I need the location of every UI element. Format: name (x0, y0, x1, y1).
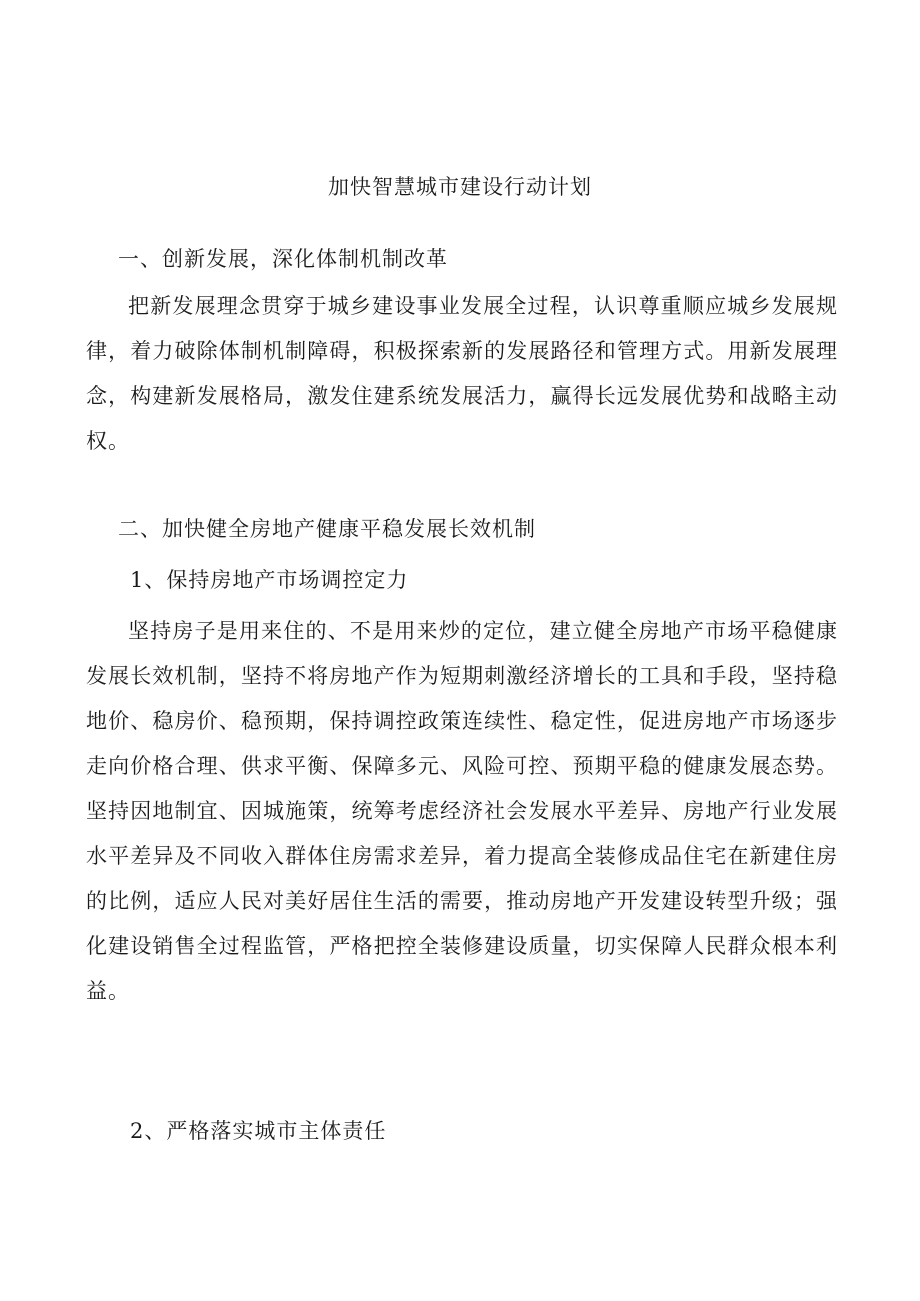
section-1-paragraph: 把新发展理念贯穿于城乡建设事业发展全过程，认识尊重顺应城乡发展规律，着力破除体制机制障碍，积极探索新的发展路径和管理方式。用新发展理念，构建新发展格局，激发住建系统发展活力，赢得长远发展优势和战略主动权。 (86, 294, 838, 453)
subsection-2-heading: 2、严格落实城市主体责任 (130, 1119, 387, 1143)
subsection-1-heading: 1、保持房地产市场调控定力 (130, 568, 409, 592)
subsection-1-paragraph: 坚持房子是用来住的、不是用来炒的定位，建立健全房地产市场平稳健康发展长效机制，坚持不将房地产作为短期刺激经济增长的工具和手段，坚持稳地价、稳房价、稳预期，保持调控政策连续性、稳定性，促进房地产市场逐步走向价格合理、供求平衡、保障多元、风险可控、预期平稳的健康发展态势。坚持因地制宜、因城施策，统筹考虑经济社会发展水平差异、房地产行业发展水平差异及不同收入群体住房需求差异，着力提高全装修成品住宅在新建住房的比例，适应人民对美好居住生活的需要，推动房地产开发建设转型升级；强化建设销售全过程监管，严格把控全装修建设质量，切实保障人民群众根本利益。 (86, 619, 838, 1003)
section-2-heading: 二、加快健全房地产健康平稳发展长效机制 (118, 517, 536, 541)
section-1-heading: 一、创新发展，深化体制机制改革 (118, 247, 448, 271)
document-title: 加快智慧城市建设行动计划 (328, 175, 592, 199)
